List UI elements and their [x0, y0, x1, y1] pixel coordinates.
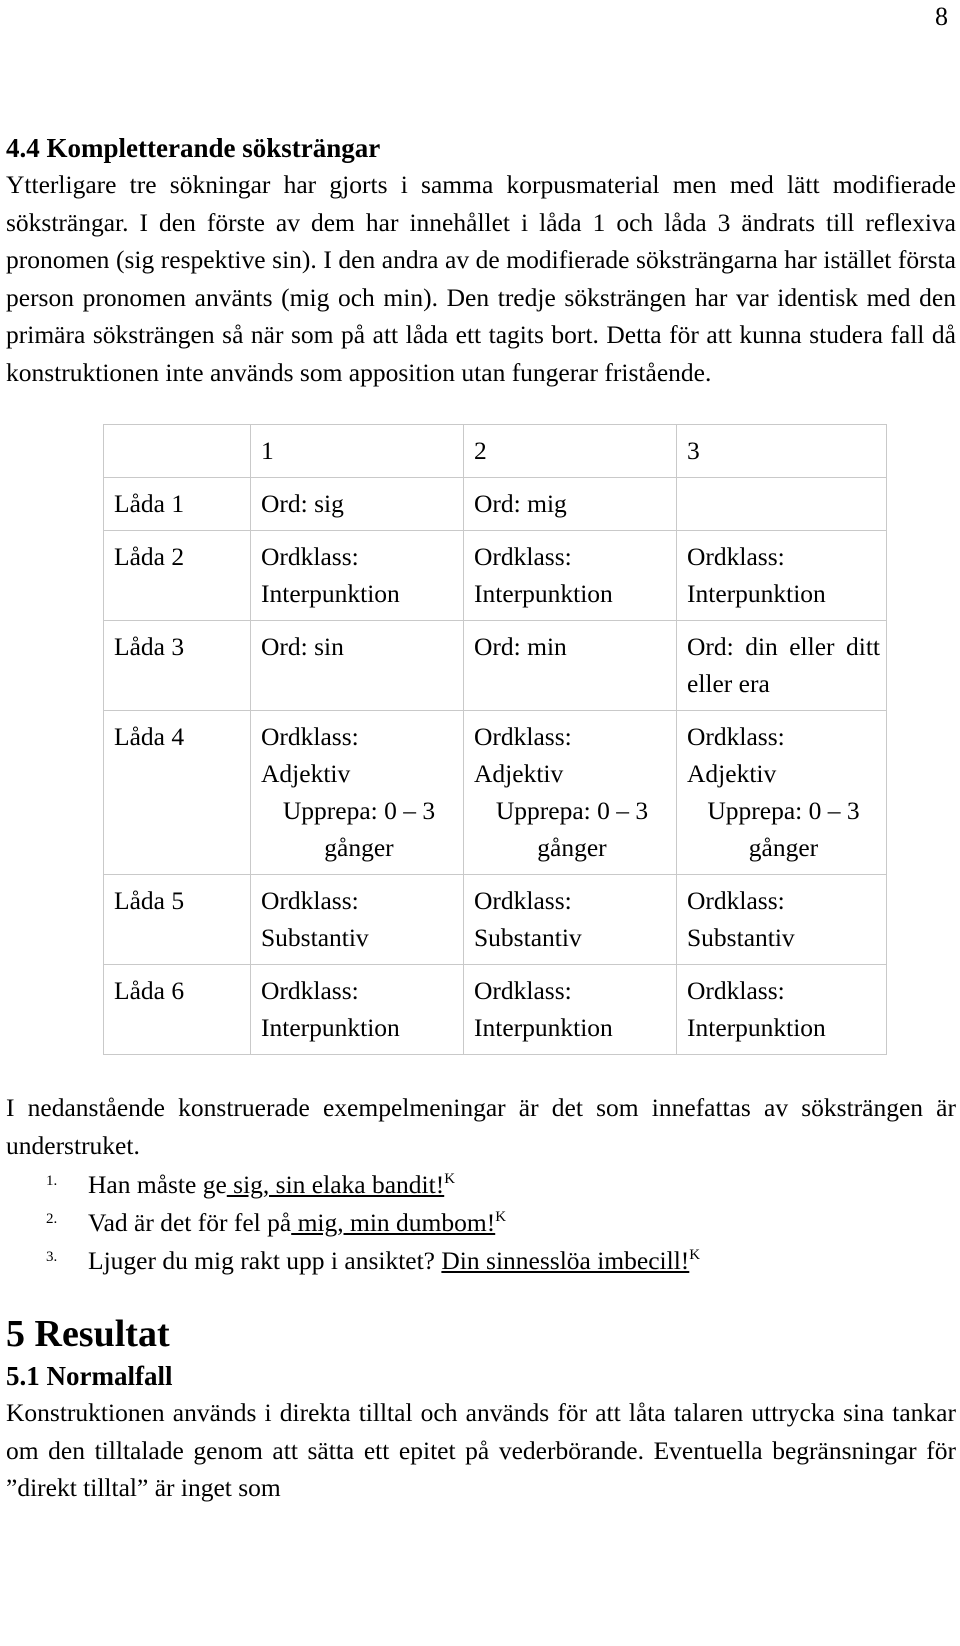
table-cell — [677, 965, 887, 1055]
table-cell — [251, 478, 464, 531]
cell-line: Interpunktion — [474, 579, 613, 608]
table-cell — [251, 965, 464, 1055]
cell-line: Upprepa: 0 – 3 — [282, 796, 436, 825]
cell-line: Ord: din eller ditt eller era — [687, 632, 880, 698]
table-cell — [251, 875, 464, 965]
example-underlined-text: mig, min dumbom! — [291, 1208, 496, 1237]
section-5-1-paragraph: Konstruktionen används i direkta tilltal och används för att låta talaren uttrycka sina tankar om den tilltalade genom att sätta ett epitet på vederbörande. Eventuella begränsningar för ”direkt tilltal” är inget som — [6, 1398, 956, 1502]
table-row — [104, 531, 887, 621]
cell-line: Interpunktion — [474, 1013, 613, 1042]
cell-line: Ord: min — [474, 632, 567, 661]
cell-line: Substantiv — [474, 923, 582, 952]
cell-line: Interpunktion — [687, 1013, 826, 1042]
cell-line: Ordklass: — [687, 722, 785, 751]
cell-line: Ord: sig — [261, 489, 344, 518]
section-heading-5: 5 Resultat — [6, 1313, 170, 1355]
cell-line: Adjektiv — [474, 759, 564, 788]
section-heading-4-4: 4.4 Kompletterande söksträngar — [6, 133, 381, 163]
cell-line: gånger — [324, 833, 394, 862]
section-heading-5-1: 5.1 Normalfall — [6, 1361, 173, 1391]
page-content — [6, 130, 956, 1507]
table-row — [104, 965, 887, 1055]
cell-line: Interpunktion — [261, 579, 400, 608]
section-4-4-paragraph: Ytterligare tre sökningar har gjorts i samma korpusmaterial men med lätt modifierade söksträngar. I den förste av dem har innehållet i låda 1 och låda 3 ändrats till reflexiva pronomen (sig respektive sin). I den andra av de modifierade söksträngarna har istället första person pronomen använts (mig och min). Den tredje söksträngen har var identisk med den primära söksträngen så när som på att låda ett tagits bort. Detta för att kunna studera fall då konstruktionen inte används som apposition utan fungerar fristående. — [6, 170, 956, 387]
examples-list — [6, 1166, 956, 1280]
cell-line: Upprepa: 0 – 3 — [495, 796, 649, 825]
cell-line: Adjektiv — [261, 759, 351, 788]
cell-line: Interpunktion — [261, 1013, 400, 1042]
cell-line: gånger — [748, 833, 819, 862]
table-header-cell — [104, 425, 251, 478]
cell-line: Ord: mig — [474, 489, 567, 518]
table-header-cell: 1 — [251, 425, 464, 478]
example-underlined-text: Din sinnesslöa imbecill! — [441, 1246, 690, 1275]
row-label: Låda 1 — [104, 478, 251, 531]
table-cell — [464, 875, 677, 965]
cell-line: Ordklass: — [261, 722, 359, 751]
table-cell — [251, 621, 464, 711]
table-cell — [464, 531, 677, 621]
table-cell — [251, 711, 464, 875]
search-string-table-wrapper — [103, 424, 956, 1055]
cell-line: Ordklass: — [687, 976, 785, 1005]
row-label: Låda 5 — [104, 875, 251, 965]
table-row — [104, 875, 887, 965]
table-cell — [464, 478, 677, 531]
cell-line: Adjektiv — [687, 759, 777, 788]
table-cell — [677, 875, 887, 965]
cell-line: Substantiv — [687, 923, 795, 952]
cell-line: Ordklass: — [261, 886, 359, 915]
cell-line: gånger — [537, 833, 607, 862]
example-number: 2. — [46, 1211, 58, 1227]
table-row — [104, 478, 887, 531]
table-header-cell: 2 — [464, 425, 677, 478]
cell-line: Ordklass: — [687, 542, 785, 571]
table-cell — [251, 531, 464, 621]
example-text: Vad är det för fel på — [88, 1208, 292, 1237]
table-cell — [677, 531, 887, 621]
table-header-cell: 3 — [677, 425, 887, 478]
cell-line: Ordklass: — [261, 976, 359, 1005]
cell-line: Ordklass: — [474, 722, 572, 751]
example-underlined-text: sig, sin elaka bandit! — [226, 1170, 445, 1199]
cell-line: Substantiv — [261, 923, 369, 952]
table-cell — [464, 965, 677, 1055]
cell-line: Interpunktion — [687, 579, 826, 608]
cell-line: Ordklass: — [474, 542, 572, 571]
row-label: Låda 4 — [104, 711, 251, 875]
cell-line: Ord: sin — [261, 632, 344, 661]
cell-line: Ordklass: — [474, 976, 572, 1005]
table-cell — [677, 478, 887, 531]
example-number: 1. — [46, 1173, 58, 1189]
page-number: 8 — [935, 2, 948, 31]
example-item — [6, 1242, 956, 1280]
example-source-marker: K — [444, 1171, 456, 1187]
table-header-row — [104, 425, 887, 478]
example-number: 3. — [46, 1249, 58, 1265]
cell-line: Ordklass: — [474, 886, 572, 915]
table-cell — [677, 621, 887, 711]
example-source-marker: K — [689, 1247, 701, 1263]
table-cell — [677, 711, 887, 875]
row-label: Låda 3 — [104, 621, 251, 711]
cell-line: Upprepa: 0 – 3 — [707, 796, 860, 825]
row-label: Låda 6 — [104, 965, 251, 1055]
table-row — [104, 711, 887, 875]
example-source-marker: K — [495, 1209, 507, 1225]
examples-intro: I nedanstående konstruerade exempelmeningar är det som innefattas av söksträngen är understruket. — [6, 1093, 956, 1160]
example-item — [6, 1204, 956, 1242]
table-cell — [464, 621, 677, 711]
row-label: Låda 2 — [104, 531, 251, 621]
table-row — [104, 621, 887, 711]
table-cell — [464, 711, 677, 875]
cell-line: Ordklass: — [687, 886, 785, 915]
search-string-table — [103, 424, 887, 1055]
example-text: Ljuger du mig rakt upp i ansiktet? — [88, 1246, 442, 1275]
example-text: Han måste ge — [88, 1170, 227, 1199]
example-item — [6, 1166, 956, 1204]
cell-line: Ordklass: — [261, 542, 359, 571]
